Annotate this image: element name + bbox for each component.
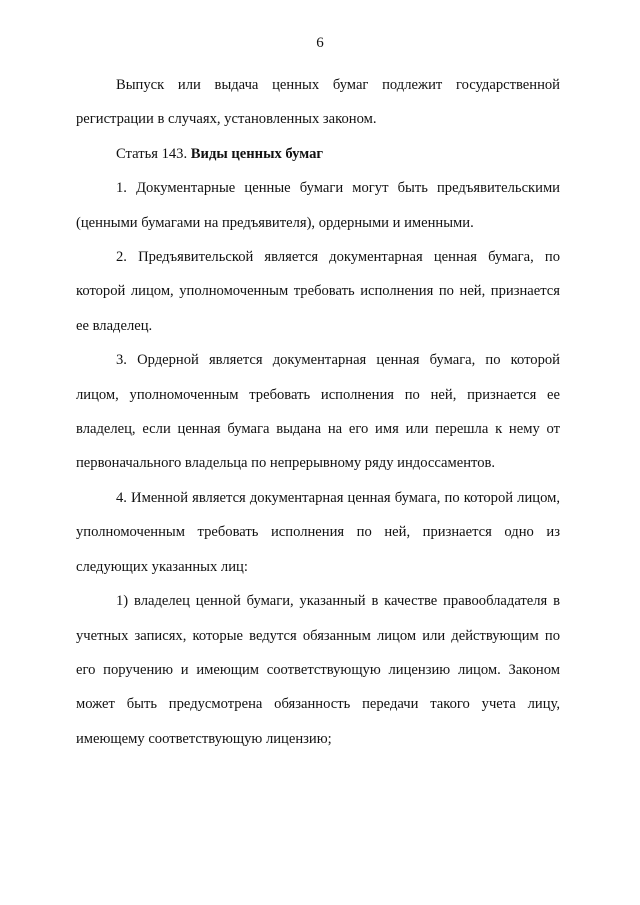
paragraph-2-bearer: 2. Предъявительской является документарная ценная бумага, по которой лицом, уполномоченным требовать исполнения по ней, признается ее владелец. xyxy=(76,249,560,334)
paragraph-registration: Выпуск или выдача ценных бумаг подлежит государственной регистрации в случаях, установленных законом. xyxy=(76,77,560,128)
paragraph-4-item-1: 1) владелец ценной бумаги, указанный в качестве правообладателя в учетных записях, которые ведутся обязанным лицом или действующим по его поручению и имеющим соответствующую лицензию лицом. Законом может быть предусмотрена обязанность передачи такого учета лицу, имеющему соответствующую лицензию; xyxy=(76,593,560,747)
paragraph-4-registered: 4. Именной является документарная ценная бумага, по которой лицом, уполномоченным требовать исполнения по ней, признается одно из следующих указанных лиц: xyxy=(76,489,560,575)
paragraph-1-types: 1. Документарные ценные бумаги могут быть предъявительскими (ценными бумагами на предъявителя), ордерными и именными. xyxy=(76,180,560,231)
article-title: Виды ценных бумаг xyxy=(190,145,324,162)
paragraph-3-order: 3. Ордерной является документарная ценная бумага, по которой лицом, уполномоченным требовать исполнения по ней, признается ее владелец, если ценная бумага выдана на его имя или перешла к нему от первоначального владельца по непрерывному ряду индоссаментов. xyxy=(76,352,560,472)
article-heading xyxy=(76,137,560,171)
page-number: 6 xyxy=(316,35,324,51)
document-body xyxy=(76,68,560,756)
article-number: Статья 143. xyxy=(116,145,188,162)
